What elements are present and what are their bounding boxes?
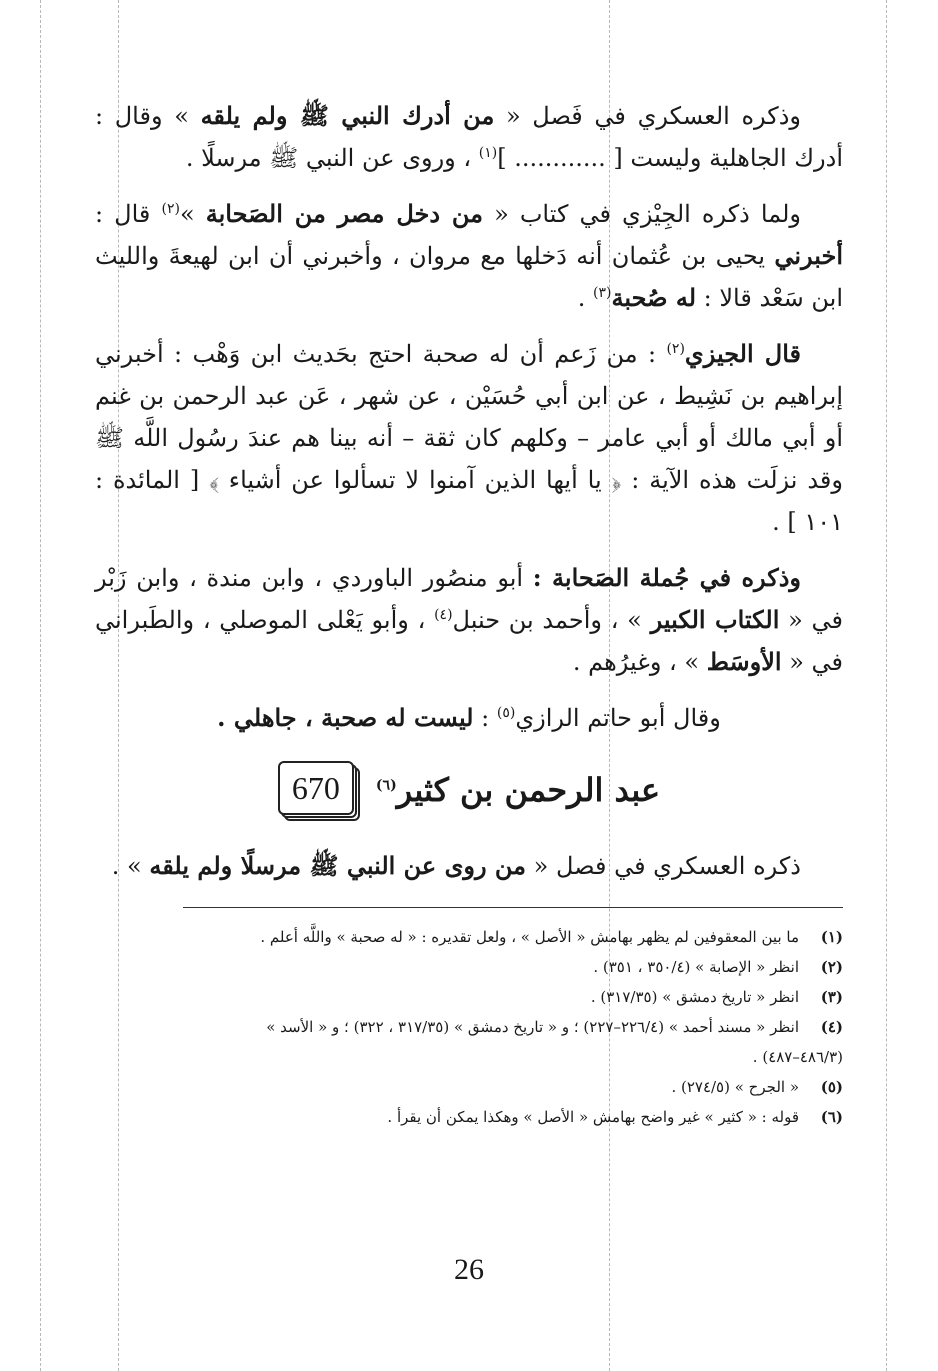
entry-heading — [95, 761, 843, 819]
entry-name: عبد الرحمن بن كثير$^{(٦)}$ — [375, 771, 661, 809]
footnote: (٤) انظر « مسند أحمد » (٢٢٦/٤–٢٢٧) ؛ و « تاريخ دمشق » (٣١٧/٣٥ ، ٣٢٢) ؛ و « الأسد » — [266, 1018, 843, 1036]
footnotes — [95, 922, 843, 1132]
paragraph: وقال أبو حاتم الرازي$^{(٥)}$ : ليست له صحبة ، جاهلي . — [217, 703, 721, 732]
paragraph: وذكره العسكري في فَصل « من أدرك النبي ﷺ ولم يلقه » وقال : أدرك الجاهلية وليست [ ............ ]$^{(١)}$ ، وروى عن النبي ﷺ مرسلًا . — [95, 101, 843, 172]
footnote-divider — [183, 907, 843, 908]
paragraph: قال الجيزي$^{(٢)}$ : من زَعم أن له صحبة احتج بحَديث ابن وَهْب : أخبرني إبراهيم بن نَشِيط ، عن ابن أبي حُسَيْن ، عن شهر ، عَن عبد الرحمن بن غنم أو أبي مالك أو أبي عامر – وكلهم كان ثقة – أنه بينا هم عندَ رسُول اللَّه ﷺ وقد نزلَت هذه الآية : ﴿ يا أيها الذين آمنوا لا تسألوا عن أشياء ﴾ [ المائدة : ١٠١ ] . — [95, 339, 843, 536]
footnote: (٥) « الجرح » (٢٧٤/٥) . — [671, 1078, 843, 1096]
page-guide-line — [40, 0, 41, 1371]
footnote: (١) ما بين المعقوفين لم يظهر بهامش « الأصل » ، ولعل تقديره : « له صحبة » واللَّه أعلم . — [260, 928, 843, 946]
paragraph: ولما ذكره الجِيْزي في كتاب « من دخل مصر من الصَحابة »$^{(٢)}$ قال : أخبرني يحيى بن عُثمان أنه دَخلها مع مروان ، وأخبرني أن ابن لهيعةَ والليث ابن سَعْد قالا : له صُحبة$^{(٣)}$ . — [95, 199, 844, 312]
footnote: (٦) قوله : « كثير » غير واضح بهامش « الأصل » وهكذا يمكن أن يقرأ . — [387, 1108, 843, 1126]
footnote: (٣) انظر « تاريخ دمشق » (٣١٧/٣٥) . — [590, 988, 843, 1006]
page-number: 26 — [454, 1253, 484, 1286]
page-guide-line — [886, 0, 887, 1371]
entry-number: 670 — [278, 761, 354, 815]
book-page — [95, 95, 843, 1132]
footnote: (٢) انظر « الإصابة » (٣٥٠/٤ ، ٣٥١) . — [593, 958, 843, 976]
entry-number-badge — [278, 761, 358, 819]
footnote-continuation: (٤٨٦/٣–٤٨٧) . — [752, 1048, 843, 1066]
paragraph: ذكره العسكري في فصل « من روى عن النبي ﷺ مرسلًا ولم يلقه » . — [111, 851, 801, 880]
paragraph: وذكره في جُملة الصَحابة : أبو منصُور الباوردي ، وابن مندة ، وابن زَبْر في « الكتاب الكبير » ، وأحمد بن حنبل$^{(٤)}$ ، وأبو يَعْلى الموصلي ، والطَبراني في « الأوسَط » ، وغيرُهم . — [95, 563, 843, 676]
